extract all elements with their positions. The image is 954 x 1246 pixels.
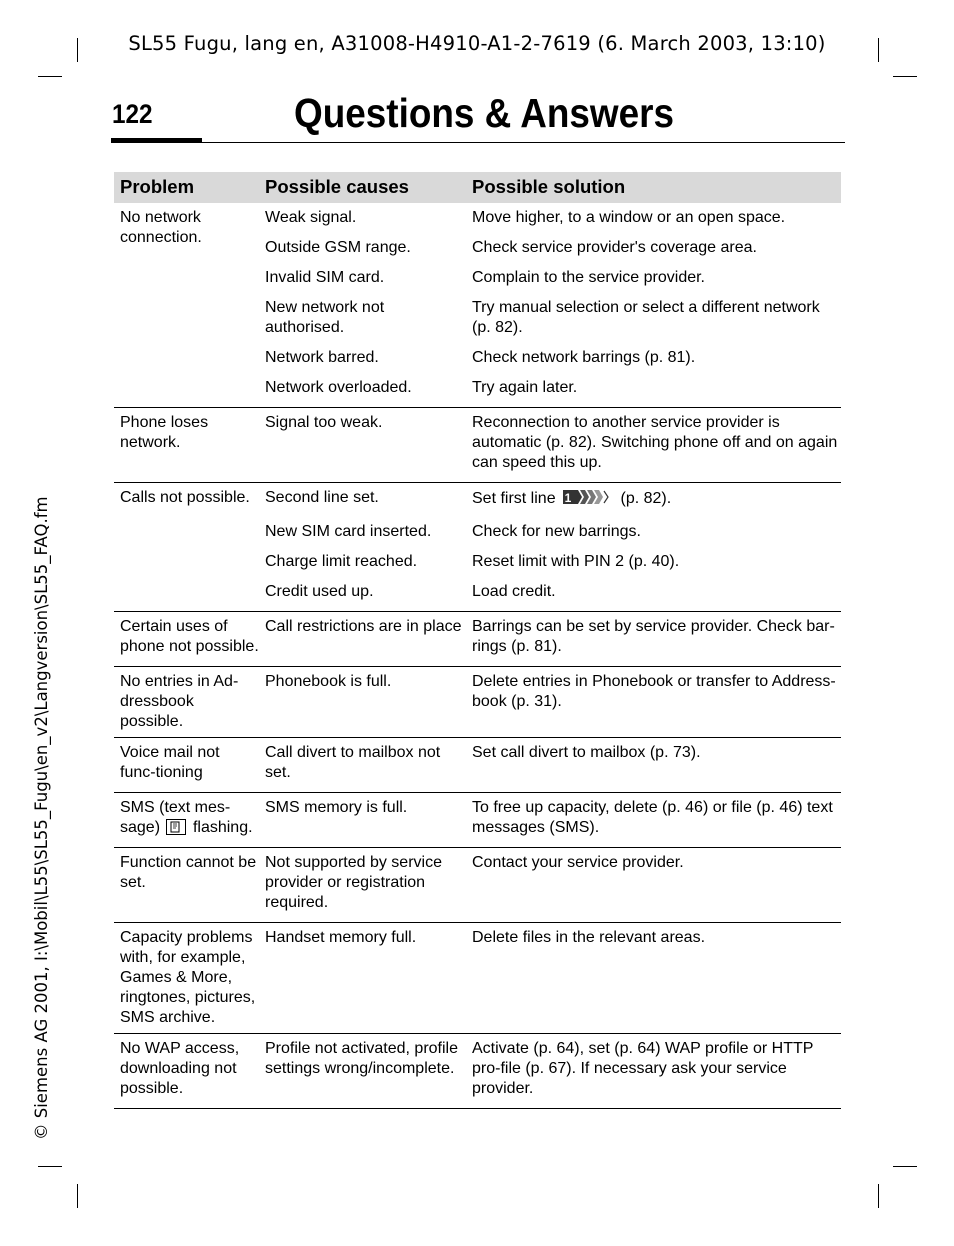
solution-cell: Delete entries in Phonebook or transfer to Address-book (p. 31). — [466, 667, 841, 738]
solution-cell: Contact your service provider. — [466, 848, 841, 923]
solution-cell: Barrings can be set by service provider. Check bar-rings (p. 81). — [466, 612, 841, 667]
cause-cell: New network not authorised. — [265, 299, 385, 336]
table-row — [114, 738, 841, 793]
header-problem: Problem — [114, 172, 259, 203]
document-header: SL55 Fugu, lang en, A31008-H4910-A1-2-7619 (6. March 2003, 13:10) — [128, 32, 826, 55]
crop-mark — [38, 1166, 62, 1167]
cause-cell: Outside GSM range. — [265, 239, 411, 256]
table-row — [114, 483, 841, 518]
solution-cell — [466, 483, 841, 518]
crop-mark — [77, 1184, 78, 1208]
faq-table — [114, 172, 841, 1109]
table-header-row — [114, 172, 841, 203]
cause-cell: Weak signal. — [265, 209, 357, 226]
table-row — [114, 203, 841, 233]
page-title: Questions & Answers — [294, 90, 675, 136]
problem-cell: Calls not possible. — [114, 483, 259, 612]
cause-cell: Second line set. — [265, 489, 379, 506]
cause-cell: Credit used up. — [259, 577, 466, 612]
problem-cell — [114, 793, 259, 848]
problem-cell: Capacity problems with, for example, Games & More, ringtones, pictures, SMS archive. — [114, 923, 259, 1034]
svg-text:1: 1 — [564, 491, 572, 505]
table-row — [114, 667, 841, 738]
crop-mark — [893, 1166, 917, 1167]
solution-cell: Try manual selection or select a different network (p. 82). — [472, 299, 820, 336]
solution-cell: Try again later. — [466, 373, 841, 408]
cause-cell: Network overloaded. — [259, 373, 466, 408]
solution-cell: Activate (p. 64), set (p. 64) WAP profile or HTTP pro-file (p. 67). If necessary ask your service provider. — [466, 1034, 841, 1109]
problem-cell: Voice mail not func-tioning — [114, 738, 259, 793]
table-row — [114, 923, 841, 1034]
solution-text: (p. 82). — [620, 490, 672, 507]
problem-text: SMS (text mes-sage) — [120, 799, 231, 836]
crop-mark — [38, 76, 62, 77]
problem-cell: No WAP access, downloading not possible. — [114, 1034, 259, 1109]
header-causes: Possible causes — [259, 172, 466, 203]
cause-cell: SMS memory is full. — [259, 793, 466, 848]
problem-cell: Certain uses of phone not possible. — [114, 612, 259, 667]
cause-cell: Charge limit reached. — [265, 553, 418, 570]
solution-cell: Check network barrings (p. 81). — [472, 349, 696, 366]
solution-cell: Load credit. — [466, 577, 841, 612]
table-row — [114, 408, 841, 483]
table-row — [114, 848, 841, 923]
cause-cell: Handset memory full. — [259, 923, 466, 1034]
cause-cell: Call divert to mailbox not set. — [259, 738, 466, 793]
cause-cell: Not supported by service provider or registration required. — [259, 848, 466, 923]
solution-cell: Move higher, to a window or an open space. — [472, 209, 786, 226]
solution-text: Set first line — [472, 490, 556, 507]
copyright-path: © Siemens AG 2001, I:\Mobil\L55\SL55_Fugu\en_v2\Langversion\SL55_FAQ.fm — [32, 496, 51, 1140]
cause-cell: New SIM card inserted. — [265, 523, 432, 540]
page-number: 122 — [112, 99, 153, 129]
solution-cell: To free up capacity, delete (p. 46) or file (p. 46) text messages (SMS). — [466, 793, 841, 848]
problem-text: flashing. — [192, 819, 253, 836]
crop-mark — [878, 1184, 879, 1208]
table-row — [114, 1034, 841, 1109]
solution-cell: Check service provider's coverage area. — [472, 239, 757, 256]
solution-cell: Check for new barrings. — [472, 523, 641, 540]
cause-cell: Profile not activated, profile settings wrong/incomplete. — [259, 1034, 466, 1109]
problem-cell: Function cannot be set. — [114, 848, 259, 923]
header-solution: Possible solution — [466, 172, 841, 203]
title-rule — [111, 142, 845, 143]
problem-cell: No network connection. — [114, 203, 259, 408]
table-row — [114, 612, 841, 667]
solution-cell: Set call divert to mailbox (p. 73). — [466, 738, 841, 793]
cause-cell: Phonebook is full. — [259, 667, 466, 738]
table-row — [114, 793, 841, 848]
cause-cell: Call restrictions are in place — [259, 612, 466, 667]
solution-cell: Complain to the service provider. — [472, 269, 705, 286]
sms-memory-icon — [166, 819, 186, 841]
line-1-icon — [562, 488, 614, 512]
cause-cell: Invalid SIM card. — [265, 269, 385, 286]
solution-cell: Reset limit with PIN 2 (p. 40). — [472, 553, 680, 570]
solution-cell: Delete files in the relevant areas. — [466, 923, 841, 1034]
problem-cell: No entries in Ad-dressbook possible. — [114, 667, 259, 738]
cause-cell: Network barred. — [265, 349, 379, 366]
cause-cell: Signal too weak. — [259, 408, 466, 483]
solution-cell: Reconnection to another service provider is automatic (p. 82). Switching phone off and on again can speed this up. — [466, 408, 841, 483]
problem-cell: Phone loses network. — [114, 408, 259, 483]
crop-mark — [893, 76, 917, 77]
